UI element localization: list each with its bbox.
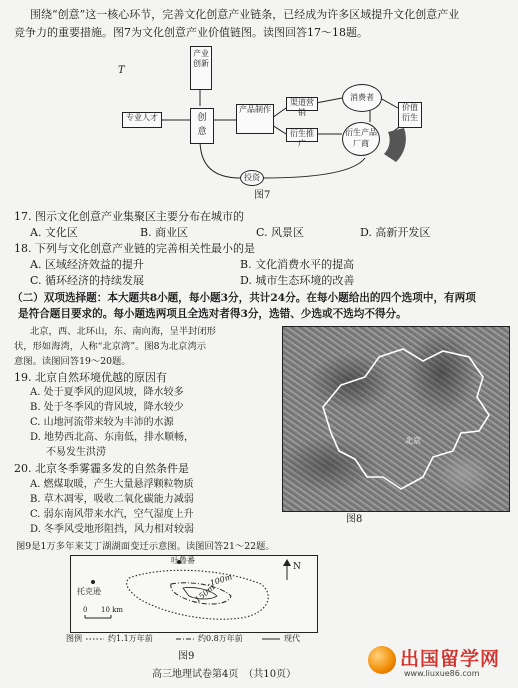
watermark-url: www.liuxue86.com [404, 669, 480, 678]
intro-line-1: 围绕“创意”这一核心环节，完善文化创意产业链条，已经成为许多区域提升文化创意产业 [30, 8, 460, 21]
q20-option-a: A. 燃煤取暖，产生大量悬浮颗粒物质 [30, 479, 194, 490]
lake-contours [71, 556, 317, 632]
page-footer: 高三地理试卷第4页 （共10页） [152, 669, 297, 680]
q19-option-a: A. 处于夏季风的迎风坡，降水较多 [30, 387, 184, 398]
q17-option-d: D. 高新开发区 [360, 226, 431, 239]
node-innovation: 产业创新 [190, 46, 212, 90]
node-product: 产品制作 [236, 104, 274, 134]
node-yi: 意 [197, 127, 207, 137]
node-investment: 投资 [240, 170, 264, 186]
contour-150m-label: -150m [191, 582, 217, 607]
legend-item-1: 约1.1万年前 [108, 634, 153, 643]
watermark-text: 出国留学网 [400, 648, 501, 670]
q19-option-c: C. 山地河流带来较为丰沛的水源 [30, 417, 174, 428]
legend-item-2: 约0.8万年前 [198, 634, 243, 643]
beijing-line-2: 状，形如海湾，人称“北京湾”。图8为北京湾示 [14, 341, 207, 352]
node-derivative: 价值衍生 [398, 102, 422, 128]
q20-stem: 20. 北京冬季雾霾多发的自然条件是 [14, 462, 189, 475]
figure-7-t-label: T [118, 65, 125, 76]
node-creative [190, 108, 214, 144]
q18-option-a: A. 区域经济效益的提升 [30, 258, 144, 271]
q20-option-c: C. 弱东南风带来水汽，空气湿度上升 [30, 509, 194, 520]
beijing-boundary [283, 327, 509, 511]
q17-option-a: A. 文化区 [30, 226, 78, 239]
q17-option-b: B. 商业区 [140, 226, 189, 239]
q20-option-d: D. 冬季风受地形阻挡，风力相对较弱 [30, 524, 195, 535]
figure-8-caption: 图8 [346, 514, 363, 525]
globe-icon [368, 646, 396, 674]
section2-line-2: 是符合题目要求的。每小题选两项且全选对者得3分，选错、少选或不选均不得分。 [18, 308, 407, 320]
node-talent: 专业人才 [122, 112, 162, 128]
figure-9-legend [66, 633, 366, 645]
node-factory: 衍生产品厂商 [342, 122, 380, 156]
beijing-city-label: 北京 [405, 436, 421, 445]
q20-option-b: B. 草木凋零，吸收二氧化碳能力减弱 [30, 494, 194, 505]
q18-option-d: D. 城市生态环境的改善 [240, 274, 355, 287]
north-arrow-label: N [293, 562, 301, 572]
q19-option-d-cont: 不易发生洪涝 [46, 447, 106, 458]
figure-7-arrows [0, 0, 518, 200]
beijing-line-3: 意图。读图回答19～20题。 [14, 356, 131, 367]
legend-item-3: 现代 [284, 634, 300, 643]
place-turpan: 吐鲁番 [171, 556, 195, 565]
node-marketing: 渠道营销 [286, 97, 318, 111]
figure-7-caption: 图7 [254, 190, 271, 201]
contour-100m-label: -100m [206, 572, 234, 589]
q18-stem: 18. 下列与文化创意产业链的完善相关性最小的是 [14, 242, 255, 255]
q18-option-c: C. 循环经济的持续发展 [30, 274, 145, 287]
scale-ten-km: 10 km [101, 606, 124, 614]
watermark-logo [368, 640, 516, 686]
section2-line-1: （二）双项选择题：本大题共8小题，每小题3分，共计24分。在每小题给出的四个选项中，有两项 [12, 292, 476, 304]
fig9-intro: 图9是1万多年来艾丁湖湖面变迁示意图。读图回答21～22题。 [16, 541, 275, 552]
figure-7 [0, 0, 518, 200]
node-chuang: 创 [197, 113, 207, 123]
legend-title: 图例 [66, 634, 82, 643]
figure-9 [70, 555, 318, 633]
place-toksun: 托克逊 [77, 587, 101, 596]
beijing-line-1: 北京，西、北环山，东、南向海，呈半封闭形 [30, 326, 216, 337]
intro-line-2: 竞争力的重要措施。图7为文化创意产业价值链图。读图回答17～18题。 [14, 26, 368, 39]
q19-option-d: D. 地势西北高、东南低，排水顺畅， [30, 432, 195, 443]
q17-option-c: C. 风景区 [256, 226, 305, 239]
scale-zero: 0 [83, 606, 88, 614]
q18-option-b: B. 文化消费水平的提高 [240, 258, 355, 271]
figure-8 [282, 326, 510, 512]
node-consumer: 消费者 [342, 84, 382, 112]
node-distribution: 衍生推广 [286, 128, 318, 142]
q17-stem: 17. 图示文化创意产业集聚区主要分布在城市的 [14, 210, 244, 223]
q19-stem: 19. 北京自然环境优越的原因有 [14, 371, 167, 384]
q19-option-b: B. 处于冬季风的背风坡，降水较少 [30, 402, 184, 413]
figure-9-caption: 图9 [178, 651, 195, 662]
